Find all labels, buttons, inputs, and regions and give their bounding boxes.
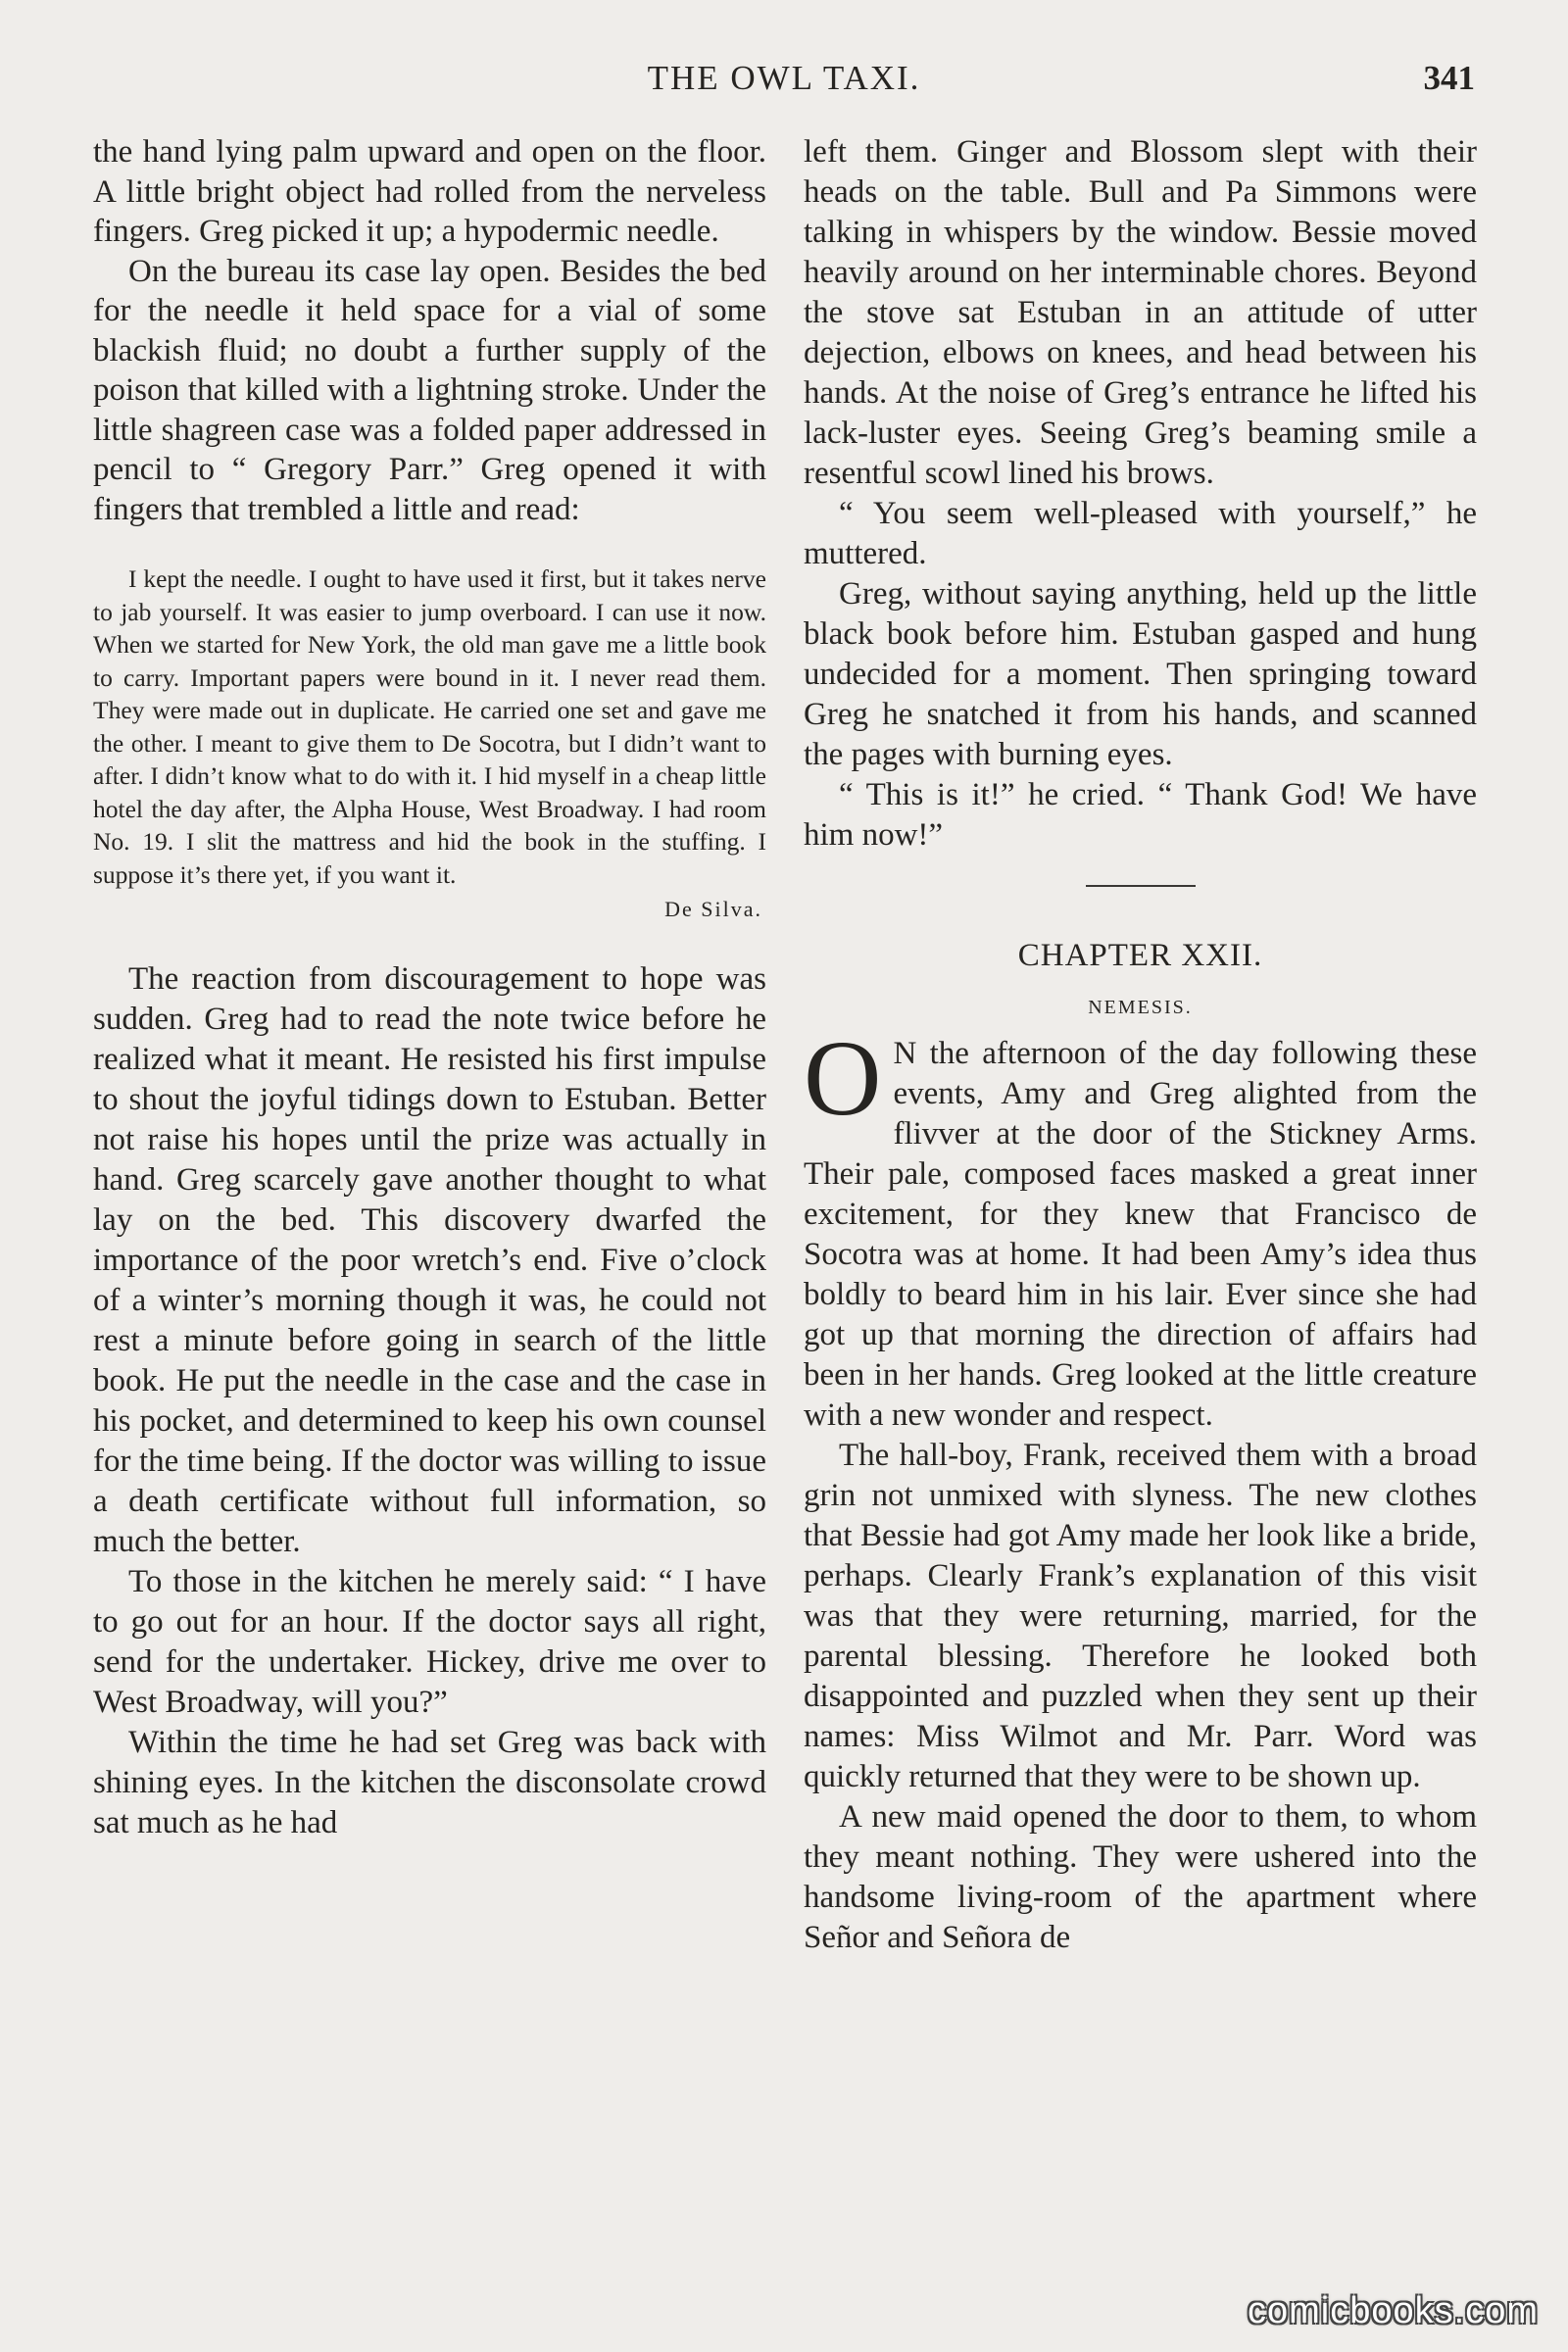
- right-column: [804, 132, 1477, 1958]
- paragraph: On the bureau its case lay open. Besides the bed for the needle it held space for a vial of some blackish fluid; no doubt a further supply of the poison that killed with a lightning stroke. Under the little shagreen case was a folded paper addressed in pencil to “ Gregory Parr.” Greg opened it with fingers that trembled a little and read:: [93, 253, 766, 527]
- paragraph: A new maid opened the door to them, to whom they meant nothing. They were ushered into the handsome living-room of the apartment where Señor and Señora de: [804, 1799, 1477, 1955]
- paragraph: “ This is it!” he cried. “ Thank God! We have him now!”: [804, 777, 1477, 853]
- paragraph: Greg, without saying anything, held up the little black book before him. Estuban gasped and hung undecided for a moment. Then springing toward Greg he snatched it from his hands, and scanned the pages with burning eyes.: [804, 576, 1477, 772]
- paragraph: left them. Ginger and Blossom slept with their heads on the table. Bull and Pa Simmons were talking in whispers by the window. Bessie moved heavily around on her interminable chores. Beyond the stove sat Estuban in an attitude of utter dejection, elbows on knees, and head between his hands. At the noise of Greg’s entrance he lifted his lack-luster eyes. Seeing Greg’s beaming smile a resentful scowl lined his brows.: [804, 134, 1477, 491]
- page-header: [93, 59, 1475, 108]
- letter-signature: De Silva.: [664, 897, 762, 921]
- paragraph: The hall-boy, Frank, received them with a broad grin not unmixed with slyness. The new clothes that Bessie had got Amy made her look like a bride, perhaps. Clearly Frank’s explanation of this visit was that they were returning, married, for the parental blessing. Therefore he looked both disappointed and puzzled when they sent up their names: Miss Wilmot and Mr. Parr. Word was quickly returned that they were to be shown up.: [804, 1438, 1477, 1794]
- running-title: THE OWL TAXI.: [647, 59, 921, 97]
- left-column: [93, 132, 766, 1843]
- watermark-logo: comicbooks.com: [1248, 2290, 1539, 2331]
- paragraph: [804, 1018, 1477, 1436]
- letter-text: I kept the needle. I ought to have used it first, but it takes nerve to jab yourself. It was easier to jump overboard. I can use it now. When we started for New York, the old man gave me a little book to carry. Important papers were bound in it. I never read them. They were made out in duplicate. He carried one set and gave me the other. I meant to give them to De Socotra, but I didn’t want to after. I didn’t know what to do with it. I hid myself in a cheap little hotel the day after, the Alpha House, West Broadway. I had room No. 19. I slit the mattress and hid the book in the stuffing. I suppose it’s there yet, if you want it.: [93, 564, 766, 889]
- section-divider: [1086, 885, 1196, 887]
- chapter-subtitle: NEMESIS.: [1088, 997, 1193, 1018]
- paragraph: The reaction from discouragement to hope was sudden. Greg had to read the note twice before he realized what it meant. He resisted his first impulse to shout the joyful tidings down to Estuban. Better not raise his hopes until the prize was actually in hand. Greg scarcely gave another thought to what lay on the bed. This discovery dwarfed the importance of the poor wretch’s end. Five o’clock of a winter’s morning though it was, he could not rest a minute before going in search of the little book. He put the needle in the case and the case in his pocket, and determined to keep his own counsel for the time being. If the doctor was willing to issue a death certificate without full information, so much the better.: [93, 961, 766, 1559]
- page-number: 341: [1423, 59, 1475, 97]
- chapter-title: CHAPTER XXII.: [1017, 938, 1263, 973]
- paragraph: “ You seem well-pleased with yourself,” he muttered.: [804, 496, 1477, 571]
- paragraph: the hand lying palm upward and open on the floor. A little bright object had rolled from the nerveless fingers. Greg picked it up; a hypodermic needle.: [93, 134, 766, 249]
- opening-text: N the afternoon of the day following these events, Amy and Greg alighted from the flivver at the door of the Stickney Arms. Their pale, composed faces masked a great inner excitement, for they knew that Francisco de Socotra was at home. It had been Amy’s idea thus boldly to beard him in his lair. Ever since she had got up that morning the direction of affairs had been in her hands. Greg looked at the little creature with a new wonder and respect.: [804, 1036, 1477, 1433]
- quoted-letter: [93, 563, 766, 924]
- paragraph: To those in the kitchen he merely said: “ I have to go out for an hour. If the doctor says all right, send for the undertaker. Hickey, drive me over to West Broadway, will you?”: [93, 1564, 766, 1720]
- chapter-body: [804, 1018, 1477, 1958]
- drop-cap: O: [804, 1018, 882, 1138]
- paragraph: Within the time he had set Greg was back with shining eyes. In the kitchen the disconsolate crowd sat much as he had: [93, 1725, 766, 1840]
